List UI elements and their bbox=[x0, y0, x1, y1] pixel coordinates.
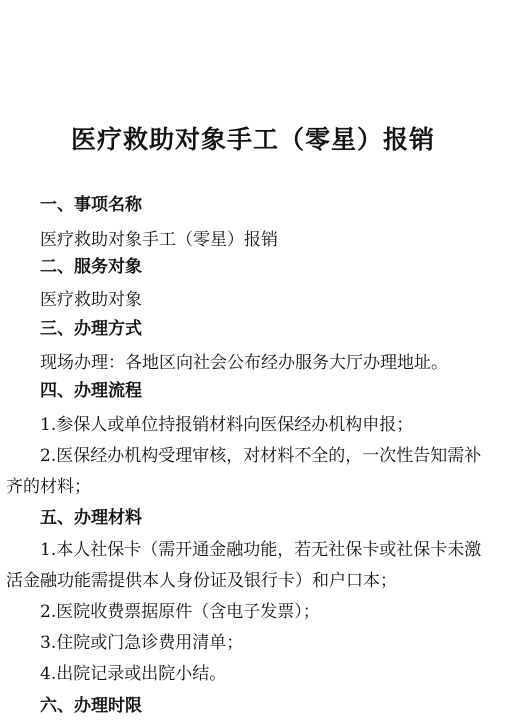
section-heading-service-target: 二、服务对象 bbox=[40, 257, 142, 277]
section-text-service-target: 医疗救助对象 bbox=[40, 290, 142, 310]
process-step-2-cont: 齐的材料； bbox=[6, 477, 91, 497]
section-text-item-name: 医疗救助对象手工（零星）报销 bbox=[40, 230, 278, 250]
section-heading-process: 四、办理流程 bbox=[40, 381, 142, 401]
section-text-method: 现场办理：各地区向社会公布经办服务大厅办理地址。 bbox=[40, 353, 448, 373]
material-item-3: 3.住院或门急诊费用清单； bbox=[40, 633, 244, 653]
process-step-2: 2.医保经办机构受理审核，对材料不全的，一次性告知需补 bbox=[40, 446, 482, 466]
material-item-2: 2.医院收费票据原件（含电子发票）； bbox=[40, 602, 320, 622]
material-item-1: 1.本人社保卡（需开通金融功能，若无社保卡或社保卡未激 bbox=[40, 540, 482, 560]
section-heading-method: 三、办理方式 bbox=[40, 319, 142, 339]
material-item-4: 4.出院记录或出院小结。 bbox=[40, 664, 227, 684]
section-heading-materials: 五、办理材料 bbox=[40, 508, 142, 528]
document-title: 医疗救助对象手工（零星）报销 bbox=[70, 125, 435, 154]
process-step-1: 1.参保人或单位持报销材料向医保经办机构申报； bbox=[40, 415, 414, 435]
material-item-1-cont: 活金融功能需提供本人身份证及银行卡）和户口本； bbox=[6, 571, 397, 591]
section-heading-time-limit: 六、办理时限 bbox=[40, 696, 142, 716]
section-heading-item-name: 一、事项名称 bbox=[40, 195, 142, 215]
